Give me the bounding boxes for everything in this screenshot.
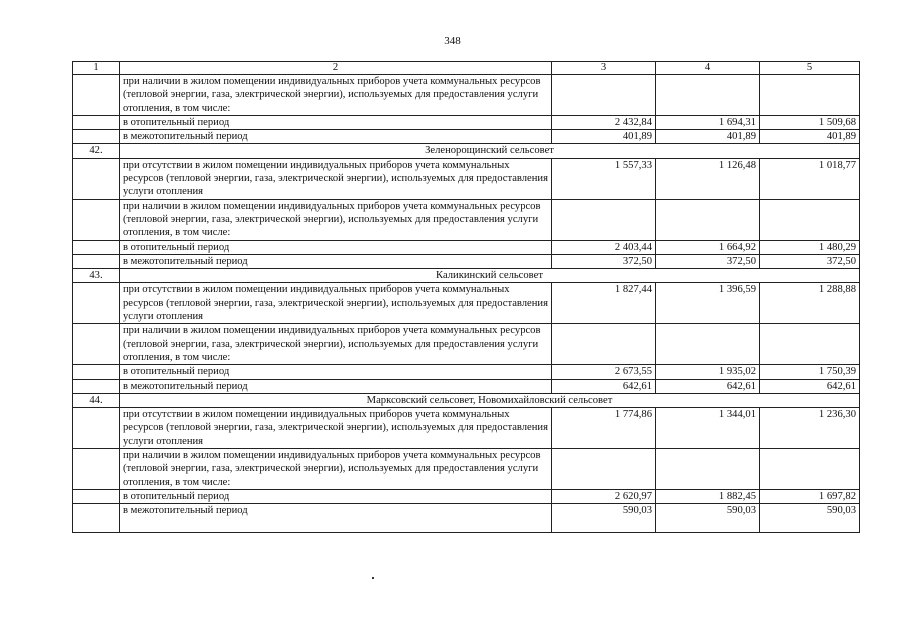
value-col-5: 401,89 bbox=[760, 130, 860, 144]
table-row bbox=[73, 449, 860, 490]
column-header: 4 bbox=[656, 62, 760, 75]
table-row bbox=[73, 324, 860, 365]
value-col-3: 401,89 bbox=[552, 130, 656, 144]
value-col-3: 2 432,84 bbox=[552, 115, 656, 129]
row-number bbox=[73, 489, 120, 503]
section-row bbox=[73, 393, 860, 407]
value-col-4: 1 344,01 bbox=[656, 408, 760, 449]
value-col-3: 1 827,44 bbox=[552, 283, 656, 324]
value-col-5 bbox=[760, 199, 860, 240]
row-description: при наличии в жилом помещении индивидуальных приборов учета коммунальных ресурсов (тепловой энергии, газа, электрической энергии), используемых для предоставления услуги отопления, в том числе: bbox=[120, 75, 552, 116]
value-col-3 bbox=[552, 324, 656, 365]
value-col-4: 1 935,02 bbox=[656, 365, 760, 379]
value-col-4 bbox=[656, 324, 760, 365]
value-col-5: 1 509,68 bbox=[760, 115, 860, 129]
row-description: при отсутствии в жилом помещении индивидуальных приборов учета коммунальных ресурсов (тепловой энергии, газа, электрической энергии), используемых для предоставления услуги отопления bbox=[120, 408, 552, 449]
value-col-5: 1 236,30 bbox=[760, 408, 860, 449]
value-col-3 bbox=[552, 449, 656, 490]
column-header: 2 bbox=[120, 62, 552, 75]
row-number bbox=[73, 365, 120, 379]
row-description: в межотопительный период bbox=[120, 504, 552, 533]
row-number bbox=[73, 324, 120, 365]
row-number bbox=[73, 283, 120, 324]
row-description: при отсутствии в жилом помещении индивидуальных приборов учета коммунальных ресурсов (тепловой энергии, газа, электрической энергии), используемых для предоставления услуги отопления bbox=[120, 158, 552, 199]
row-number bbox=[73, 130, 120, 144]
section-number: 43. bbox=[73, 269, 120, 283]
section-title: Зеленорощинский сельсовет bbox=[120, 144, 860, 158]
table-row bbox=[73, 365, 860, 379]
row-description: при наличии в жилом помещении индивидуальных приборов учета коммунальных ресурсов (тепловой энергии, газа, электрической энергии), используемых для предоставления услуги отопления, в том числе: bbox=[120, 449, 552, 490]
table-row bbox=[73, 254, 860, 268]
value-col-4: 642,61 bbox=[656, 379, 760, 393]
row-number bbox=[73, 254, 120, 268]
table-row bbox=[73, 75, 860, 116]
value-col-4 bbox=[656, 75, 760, 116]
table-row bbox=[73, 199, 860, 240]
column-header: 5 bbox=[760, 62, 860, 75]
value-col-4: 590,03 bbox=[656, 504, 760, 533]
value-col-4: 1 126,48 bbox=[656, 158, 760, 199]
table-row bbox=[73, 130, 860, 144]
row-description: в отопительный период bbox=[120, 115, 552, 129]
section-title: Каликинский сельсовет bbox=[120, 269, 860, 283]
value-col-3 bbox=[552, 75, 656, 116]
page-number: 348 bbox=[444, 35, 461, 47]
value-col-5: 642,61 bbox=[760, 379, 860, 393]
tariff-table bbox=[72, 61, 860, 533]
row-description: в отопительный период bbox=[120, 365, 552, 379]
row-number bbox=[73, 240, 120, 254]
value-col-5: 1 480,29 bbox=[760, 240, 860, 254]
value-col-3: 2 403,44 bbox=[552, 240, 656, 254]
value-col-4: 1 664,92 bbox=[656, 240, 760, 254]
value-col-5: 1 288,88 bbox=[760, 283, 860, 324]
section-number: 42. bbox=[73, 144, 120, 158]
row-number bbox=[73, 75, 120, 116]
column-header: 1 bbox=[73, 62, 120, 75]
scan-speck bbox=[372, 577, 374, 579]
value-col-4 bbox=[656, 199, 760, 240]
row-number bbox=[73, 408, 120, 449]
column-header: 3 bbox=[552, 62, 656, 75]
table-row bbox=[73, 379, 860, 393]
row-number bbox=[73, 199, 120, 240]
value-col-4: 1 694,31 bbox=[656, 115, 760, 129]
row-number bbox=[73, 379, 120, 393]
value-col-5 bbox=[760, 324, 860, 365]
table-row bbox=[73, 158, 860, 199]
value-col-3: 372,50 bbox=[552, 254, 656, 268]
row-description: при наличии в жилом помещении индивидуальных приборов учета коммунальных ресурсов (тепловой энергии, газа, электрической энергии), используемых для предоставления услуги отопления, в том числе: bbox=[120, 199, 552, 240]
value-col-3 bbox=[552, 199, 656, 240]
value-col-3: 1 774,86 bbox=[552, 408, 656, 449]
section-title: Марксовский сельсовет, Новомихайловский сельсовет bbox=[120, 393, 860, 407]
value-col-3: 590,03 bbox=[552, 504, 656, 533]
value-col-3: 642,61 bbox=[552, 379, 656, 393]
table-row bbox=[73, 240, 860, 254]
value-col-3: 2 620,97 bbox=[552, 489, 656, 503]
value-col-4: 401,89 bbox=[656, 130, 760, 144]
section-row bbox=[73, 144, 860, 158]
table-row bbox=[73, 489, 860, 503]
row-description: при наличии в жилом помещении индивидуальных приборов учета коммунальных ресурсов (тепловой энергии, газа, электрической энергии), используемых для предоставления услуги отопления, в том числе: bbox=[120, 324, 552, 365]
value-col-5: 1 697,82 bbox=[760, 489, 860, 503]
row-number bbox=[73, 504, 120, 533]
value-col-4: 1 882,45 bbox=[656, 489, 760, 503]
value-col-5 bbox=[760, 75, 860, 116]
table-header-row bbox=[73, 62, 860, 75]
row-number bbox=[73, 115, 120, 129]
row-description: в межотопительный период bbox=[120, 254, 552, 268]
section-number: 44. bbox=[73, 393, 120, 407]
row-description: в межотопительный период bbox=[120, 379, 552, 393]
value-col-5: 590,03 bbox=[760, 504, 860, 533]
section-row bbox=[73, 269, 860, 283]
value-col-5 bbox=[760, 449, 860, 490]
value-col-3: 1 557,33 bbox=[552, 158, 656, 199]
value-col-4 bbox=[656, 449, 760, 490]
value-col-3: 2 673,55 bbox=[552, 365, 656, 379]
value-col-4: 372,50 bbox=[656, 254, 760, 268]
row-number bbox=[73, 158, 120, 199]
row-description: в межотопительный период bbox=[120, 130, 552, 144]
table-row bbox=[73, 408, 860, 449]
value-col-5: 1 018,77 bbox=[760, 158, 860, 199]
table-row bbox=[73, 504, 860, 533]
row-description: в отопительный период bbox=[120, 489, 552, 503]
value-col-4: 1 396,59 bbox=[656, 283, 760, 324]
value-col-5: 1 750,39 bbox=[760, 365, 860, 379]
table-row bbox=[73, 115, 860, 129]
row-description: при отсутствии в жилом помещении индивидуальных приборов учета коммунальных ресурсов (тепловой энергии, газа, электрической энергии), используемых для предоставления услуги отопления bbox=[120, 283, 552, 324]
value-col-5: 372,50 bbox=[760, 254, 860, 268]
row-number bbox=[73, 449, 120, 490]
row-description: в отопительный период bbox=[120, 240, 552, 254]
table-row bbox=[73, 283, 860, 324]
